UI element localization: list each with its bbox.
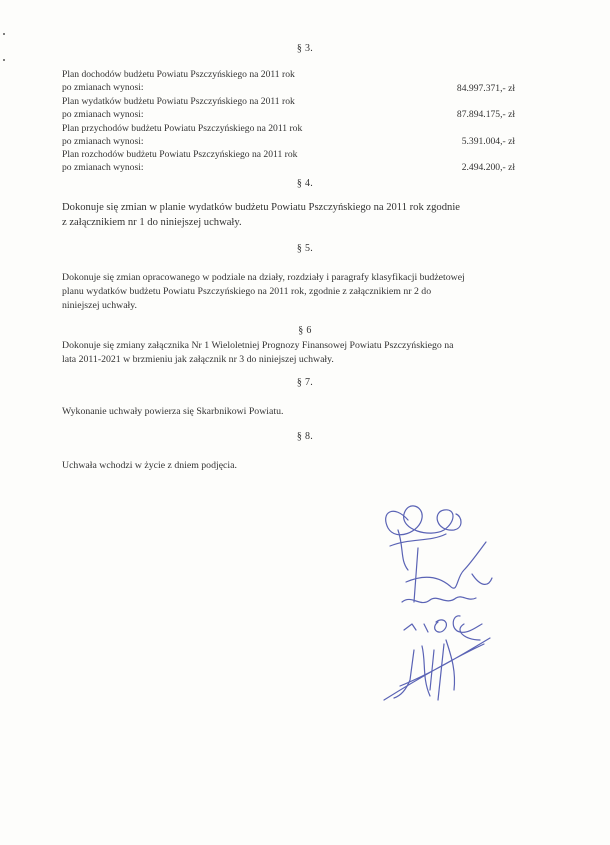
signature-stroke: [402, 597, 476, 603]
section-heading-3: § 3.: [296, 43, 314, 54]
budget-income-amount: 5.391.004,- zł: [461, 136, 515, 147]
paragraph-7: Wykonanie uchwały powierza się Skarbnikowi Powiatu.: [62, 406, 284, 417]
budget-revenue-amount: 84.997.371,- zł: [456, 83, 515, 94]
scan-speck: [3, 33, 5, 35]
budget-revenue-line2: po zmianach wynosi:: [62, 82, 144, 93]
signature-stroke: [404, 616, 482, 632]
paragraph-6-line2: lata 2011-2021 w brzmieniu jak załącznik nr 3 do niniejszej uchwały.: [62, 354, 334, 365]
signature-stroke: [386, 506, 461, 535]
budget-income-line1: Plan przychodów budżetu Powiatu Pszczyńskiego na 2011 rok: [62, 123, 303, 134]
budget-expense-amount: 87.894.175,- zł: [456, 109, 515, 120]
signature-stroke: [394, 640, 455, 700]
section-heading-8: § 8.: [296, 431, 314, 442]
paragraph-6-line1: Dokonuje się zmiany załącznika Nr 1 Wieloletniej Prognozy Finansowej Powiatu Pszczyńskiego na: [62, 340, 454, 351]
paragraph-5-line2: planu wydatków budżetu Powiatu Pszczyńskiego na 2011 rok, zgodnie z załącznikiem nr 2 do: [62, 286, 432, 297]
paragraph-8: Uchwała wchodzi w życie z dniem podjęcia.: [62, 460, 237, 471]
budget-outflow-line2: po zmianach wynosi:: [62, 162, 144, 173]
section-heading-6: § 6: [298, 325, 312, 336]
budget-income-line2: po zmianach wynosi:: [62, 136, 144, 147]
paragraph-4-line2: z załącznikiem nr 1 do niniejszej uchwały.: [62, 217, 242, 228]
section-heading-4: § 4.: [296, 178, 314, 189]
section-heading-5: § 5.: [296, 243, 314, 254]
budget-revenue-line1: Plan dochodów budżetu Powiatu Pszczyńskiego na 2011 rok: [62, 69, 295, 80]
paragraph-5-line3: niniejszej uchwały.: [62, 300, 137, 311]
signature-stroke: [384, 638, 490, 700]
paragraph-4-line1: Dokonuje się zmian w planie wydatków budżetu Powiatu Pszczyńskiego na 2011 rok zgodnie: [62, 202, 460, 213]
budget-outflow-line1: Plan rozchodów budżetu Powiatu Pszczyńskiego na 2011 rok: [62, 149, 298, 160]
budget-expense-line1: Plan wydatków budżetu Powiatu Pszczyńskiego na 2011 rok: [62, 96, 295, 107]
budget-outflow-amount: 2.494.200,- zł: [461, 162, 515, 173]
budget-expense-line2: po zmianach wynosi:: [62, 109, 144, 120]
handwritten-signatures: [360, 490, 530, 720]
paragraph-5-line1: Dokonuje się zmian opracowanego w podziale na działy, rozdziały i paragrafy klasyfikacji budżetowej: [62, 272, 465, 283]
section-heading-7: § 7.: [296, 377, 314, 388]
scan-speck: [3, 59, 5, 61]
signature-stroke: [406, 542, 492, 602]
